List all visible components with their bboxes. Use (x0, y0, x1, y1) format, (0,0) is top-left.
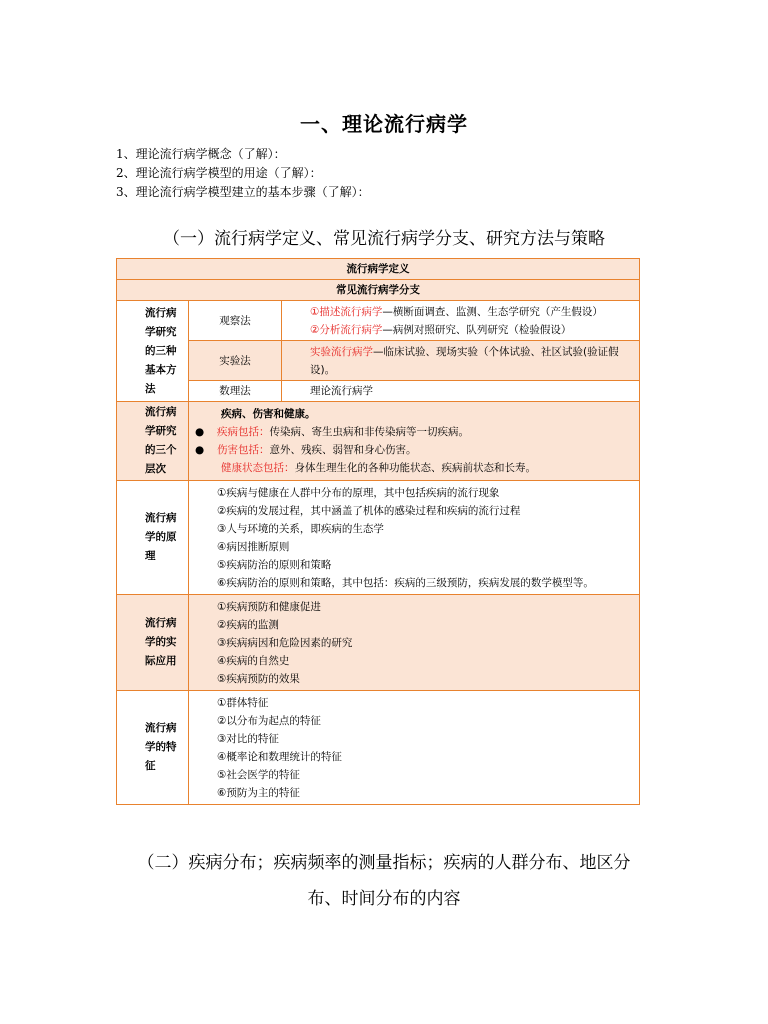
epidemiology-table (116, 258, 640, 805)
experiment-method: 实验法 (189, 341, 282, 381)
list-item: ①疾病预防和健康促进 (217, 600, 321, 613)
list-item: ⑤社会医学的特征 (217, 768, 300, 781)
intro-item: 1、理论流行病学概念（了解）： (116, 147, 286, 161)
experiment-content (282, 341, 640, 381)
section-heading-2-line1: （二）疾病分布；疾病频率的测量指标；疾病的人群分布、地区分 (137, 853, 631, 873)
section-heading-1: （一）流行病学定义、常见流行病学分支、研究方法与策略 (163, 229, 605, 249)
table-row-definition: 流行病学定义 (117, 259, 640, 280)
analytic-epi: ②分析流行病学 (310, 323, 383, 336)
descriptive-epi-detail: —横断面调查、监测、生态学研究（产生假设） (382, 305, 603, 318)
health-label: 健康状态包括： (221, 462, 295, 474)
list-item: ④疾病的自然史 (217, 654, 290, 667)
principles-label: 流行病学的原理 (117, 481, 189, 595)
list-item: ②以分布为起点的特征 (217, 714, 321, 727)
experimental-epi-detail: —临床试验、现场实验（个体试验、社区试验(验证假设)。 (310, 345, 619, 376)
list-item: ⑤疾病预防的效果 (217, 672, 300, 685)
list-item: ⑥预防为主的特征 (217, 786, 300, 799)
list-item: ③人与环境的关系，即疾病的生态学 (217, 522, 384, 535)
levels-head: 疾病、伤害和健康。 (221, 408, 316, 420)
list-item: ④病因推断原则 (217, 540, 290, 553)
intro-item: 2、理论流行病学模型的用途（了解）： (116, 166, 322, 180)
features-label: 流行病学的特征 (117, 691, 189, 805)
list-item: ②疾病的发展过程，其中涵盖了机体的感染过程和疾病的流行过程 (217, 504, 521, 517)
analytic-epi-detail: —病例对照研究、队列研究（检验假设） (382, 323, 572, 336)
intro-item: 3、理论流行病学模型建立的基本步骤（了解）： (116, 185, 370, 199)
page-title: 一、理论流行病学 (300, 112, 468, 136)
math-method: 数理法 (189, 381, 282, 402)
injury-detail: 意外、残疾、弱智和身心伤害。 (269, 444, 417, 456)
table-row-branches: 常见流行病学分支 (117, 280, 640, 301)
levels-label: 流行病学研究的三个层次 (117, 402, 189, 481)
experimental-epi: 实验流行病学 (310, 345, 373, 358)
list-item: ③对比的特征 (217, 732, 279, 745)
math-content: 理论流行病学 (282, 381, 640, 402)
section-heading-2-line2: 布、时间分布的内容 (307, 889, 461, 909)
section-heading-2 (0, 845, 768, 917)
list-item: ③疾病病因和危险因素的研究 (217, 636, 353, 649)
applications-content (189, 595, 640, 691)
list-item: ⑥疾病防治的原则和策略，其中包括：疾病的三级预防，疾病发展的数学模型等。 (217, 576, 594, 589)
methods-label: 流行病学研究的三种基本方法 (117, 301, 189, 402)
applications-label: 流行病学的实际应用 (117, 595, 189, 691)
disease-detail: 传染病、寄生虫病和非传染病等一切疾病。 (269, 426, 469, 438)
list-item: ②疾病的监测 (217, 618, 279, 631)
disease-label: 疾病包括： (217, 426, 270, 438)
bullet-icon: ● (195, 444, 205, 456)
principles-content (189, 481, 640, 595)
list-item: ①疾病与健康在人群中分布的原理，其中包括疾病的流行现象 (217, 486, 500, 499)
intro-list (116, 145, 370, 202)
features-content (189, 691, 640, 805)
bullet-icon: ● (195, 426, 205, 438)
list-item: ①群体特征 (217, 696, 269, 709)
levels-content (189, 402, 640, 481)
injury-label: 伤害包括： (217, 444, 270, 456)
observe-content (282, 301, 640, 341)
observe-method: 观察法 (189, 301, 282, 341)
descriptive-epi: ①描述流行病学 (310, 305, 383, 318)
list-item: ④概率论和数理统计的特征 (217, 750, 342, 763)
list-item: ⑤疾病防治的原则和策略 (217, 558, 332, 571)
health-detail: 身体生理生化的各种功能状态、疾病前状态和长寿。 (294, 462, 536, 474)
